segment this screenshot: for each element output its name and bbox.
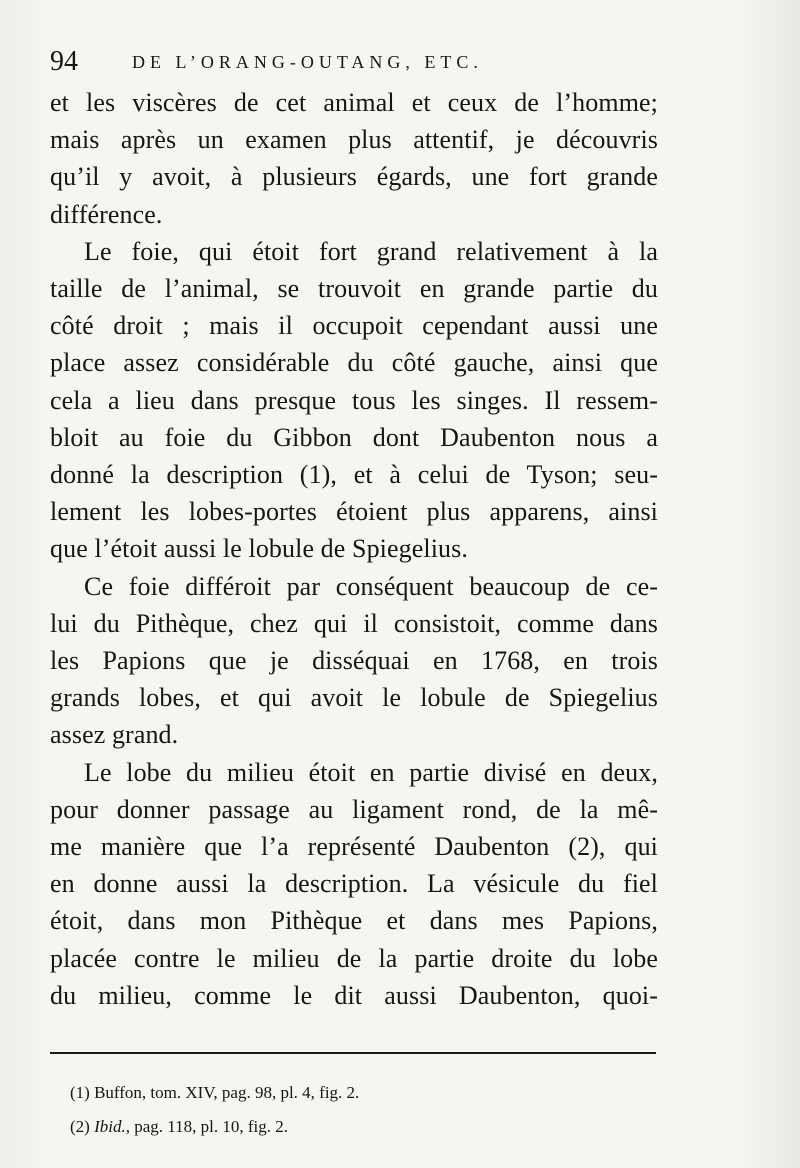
footnote-text: , pag. 118, pl. 10, fig. 2. — [125, 1117, 288, 1136]
text-line: cela a lieu dans presque tous les singes. Il ressem- — [50, 385, 658, 415]
footnote-marker: (2) — [70, 1117, 90, 1136]
running-head: DE L’ORANG-OUTANG, ETC. — [132, 52, 483, 72]
text-line: place assez considérable du côté gauche, ainsi que — [50, 348, 658, 378]
footnote-italic-text: Ibid. — [94, 1117, 126, 1136]
footnotes — [70, 1076, 670, 1144]
text-line: que l’étoit aussi le lobule de Spiegelius. — [50, 534, 468, 564]
text-line: donné la description (1), et à celui de Tyson; seu- — [50, 460, 658, 490]
text-line: côté droit ; mais il occupoit cependant aussi une — [50, 311, 658, 341]
text-line: placée contre le milieu de la partie droite du lobe — [50, 943, 658, 973]
text-line: bloit au foie du Gibbon dont Daubenton nous a — [50, 422, 658, 452]
page-header — [50, 44, 750, 84]
footnote-rule — [50, 1052, 656, 1054]
text-line: mais après un examen plus attentif, je découvris — [50, 125, 658, 155]
footnote-1 — [70, 1076, 670, 1110]
text-line: les Papions que je disséquai en 1768, en trois — [50, 646, 658, 676]
text-line: lui du Pithèque, chez qui il consistoit, comme dans — [50, 608, 658, 638]
text-line: lement les lobes-portes étoient plus apparens, ainsi — [50, 497, 658, 527]
text-line: du milieu, comme le dit aussi Daubenton, quoi- — [50, 980, 658, 1010]
footnote-text: Buffon, tom. XIV, pag. 98, pl. 4, fig. 2. — [94, 1083, 360, 1102]
text-line: taille de l’animal, se trouvoit en grande partie du — [50, 274, 658, 304]
footnote-marker: (1) — [70, 1083, 90, 1102]
text-line: Le lobe du milieu étoit en partie divisé en deux, — [84, 757, 658, 787]
text-line: Le foie, qui étoit fort grand relativement à la — [84, 236, 658, 266]
text-line: et les viscères de cet animal et ceux de l’homme; — [50, 88, 658, 117]
text-line: pour donner passage au ligament rond, de la mê- — [50, 794, 658, 824]
text-line: différence. — [50, 199, 163, 229]
text-line: en donne aussi la description. La vésicule du fiel — [50, 869, 658, 899]
text-line: Ce foie différoit par conséquent beaucoup de ce- — [84, 571, 658, 601]
body-text — [50, 84, 658, 1014]
footnote-2 — [70, 1110, 670, 1144]
text-line: grands lobes, et qui avoit le lobule de Spiegelius — [50, 683, 658, 713]
text-line: étoit, dans mon Pithèque et dans mes Papions, — [50, 906, 658, 936]
page-number: 94 — [50, 46, 78, 77]
text-line: me manière que l’a représenté Daubenton (2), qui — [50, 832, 658, 862]
text-line: qu’il y avoit, à plusieurs égards, une fort grande — [50, 162, 658, 192]
text-line: assez grand. — [50, 720, 179, 750]
